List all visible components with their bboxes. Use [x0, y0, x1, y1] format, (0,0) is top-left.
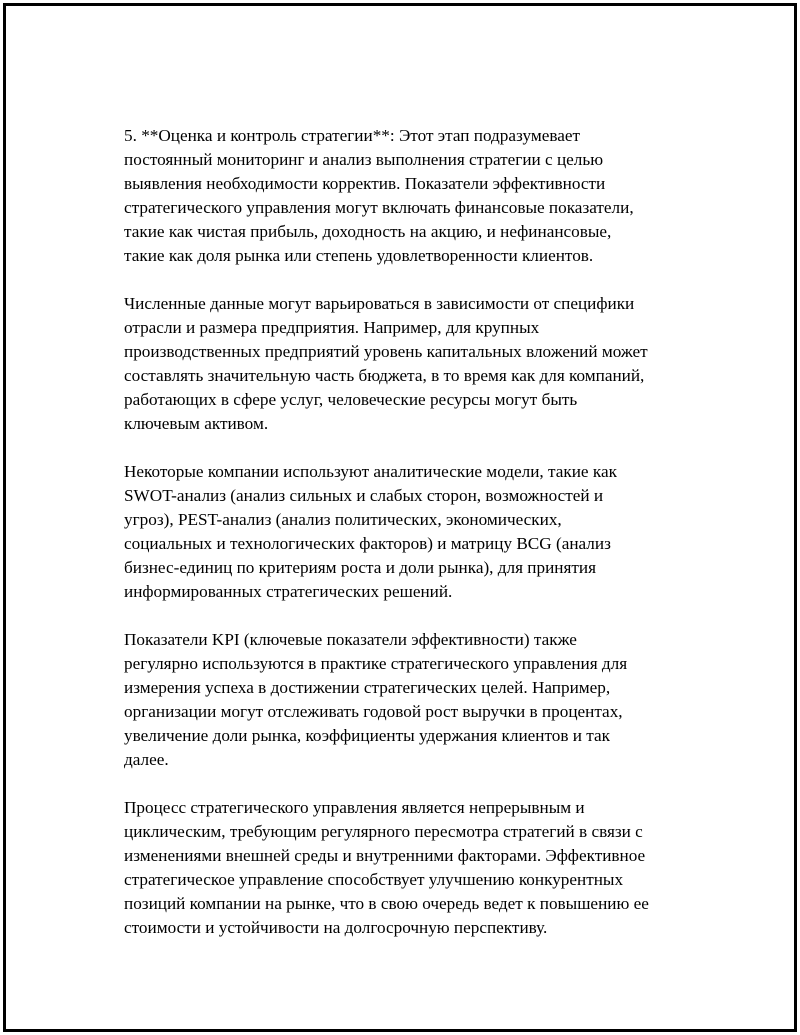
text-line: стратегического управления могут включать финансовые показатели, — [124, 198, 634, 217]
paragraph-analytical-models — [124, 460, 704, 604]
paragraph-numeric-data — [124, 292, 704, 436]
text-line: далее. — [124, 750, 169, 769]
text-line: SWOT-анализ (анализ сильных и слабых сторон, возможностей и — [124, 486, 604, 505]
text-line: ключевым активом. — [124, 414, 269, 433]
text-line: Некоторые компании используют аналитические модели, такие как — [124, 462, 617, 481]
text-line: такие как чистая прибыль, доходность на акцию, и нефинансовые, — [124, 222, 612, 241]
paragraph-strategy-evaluation — [124, 124, 704, 268]
page-frame — [3, 3, 797, 1032]
text-line: такие как доля рынка или степень удовлетворенности клиентов. — [124, 246, 594, 265]
text-line: измерения успеха в достижении стратегических целей. Например, — [124, 678, 611, 697]
paragraph-process-conclusion — [124, 796, 704, 940]
text-line: работающих в сфере услуг, человеческие ресурсы могут быть — [124, 390, 578, 409]
text-line: организации могут отслеживать годовой рост выручки в процентах, — [124, 702, 623, 721]
paragraph-kpi — [124, 628, 704, 772]
text-line: выявления необходимости корректив. Показатели эффективности — [124, 174, 606, 193]
text-line: стоимости и устойчивости на долгосрочную перспективу. — [124, 918, 548, 937]
text-line: информированных стратегических решений. — [124, 582, 453, 601]
text-line: бизнес-единиц по критериям роста и доли рынка), для принятия — [124, 558, 596, 577]
text-line: регулярно используются в практике стратегического управления для — [124, 654, 628, 673]
text-line: изменениями внешней среды и внутренними факторами. Эффективное — [124, 846, 646, 865]
text-line: увеличение доли рынка, коэффициенты удержания клиентов и так — [124, 726, 610, 745]
text-line: стратегическое управление способствует улучшению конкурентных — [124, 870, 624, 889]
text-line: постоянный мониторинг и анализ выполнения стратегии с целью — [124, 150, 604, 169]
text-line: 5. **Оценка и контроль стратегии**: Этот этап подразумевает — [124, 126, 580, 145]
text-line: Численные данные могут варьироваться в зависимости от специфики — [124, 294, 635, 313]
text-line: составлять значительную часть бюджета, в то время как для компаний, — [124, 366, 645, 385]
text-line: отрасли и размера предприятия. Например, для крупных — [124, 318, 540, 337]
text-line: циклическим, требующим регулярного пересмотра стратегий в связи с — [124, 822, 643, 841]
text-line: производственных предприятий уровень капитальных вложений может — [124, 342, 648, 361]
text-line: Показатели KPI (ключевые показатели эффективности) также — [124, 630, 577, 649]
text-line: Процесс стратегического управления является непрерывным и — [124, 798, 585, 817]
text-line: позиций компании на рынке, что в свою очередь ведет к повышению ее — [124, 894, 649, 913]
document-body — [124, 124, 704, 964]
text-line: угроз), PEST-анализ (анализ политических, экономических, — [124, 510, 562, 529]
text-line: социальных и технологических факторов) и матрицу BCG (анализ — [124, 534, 611, 553]
